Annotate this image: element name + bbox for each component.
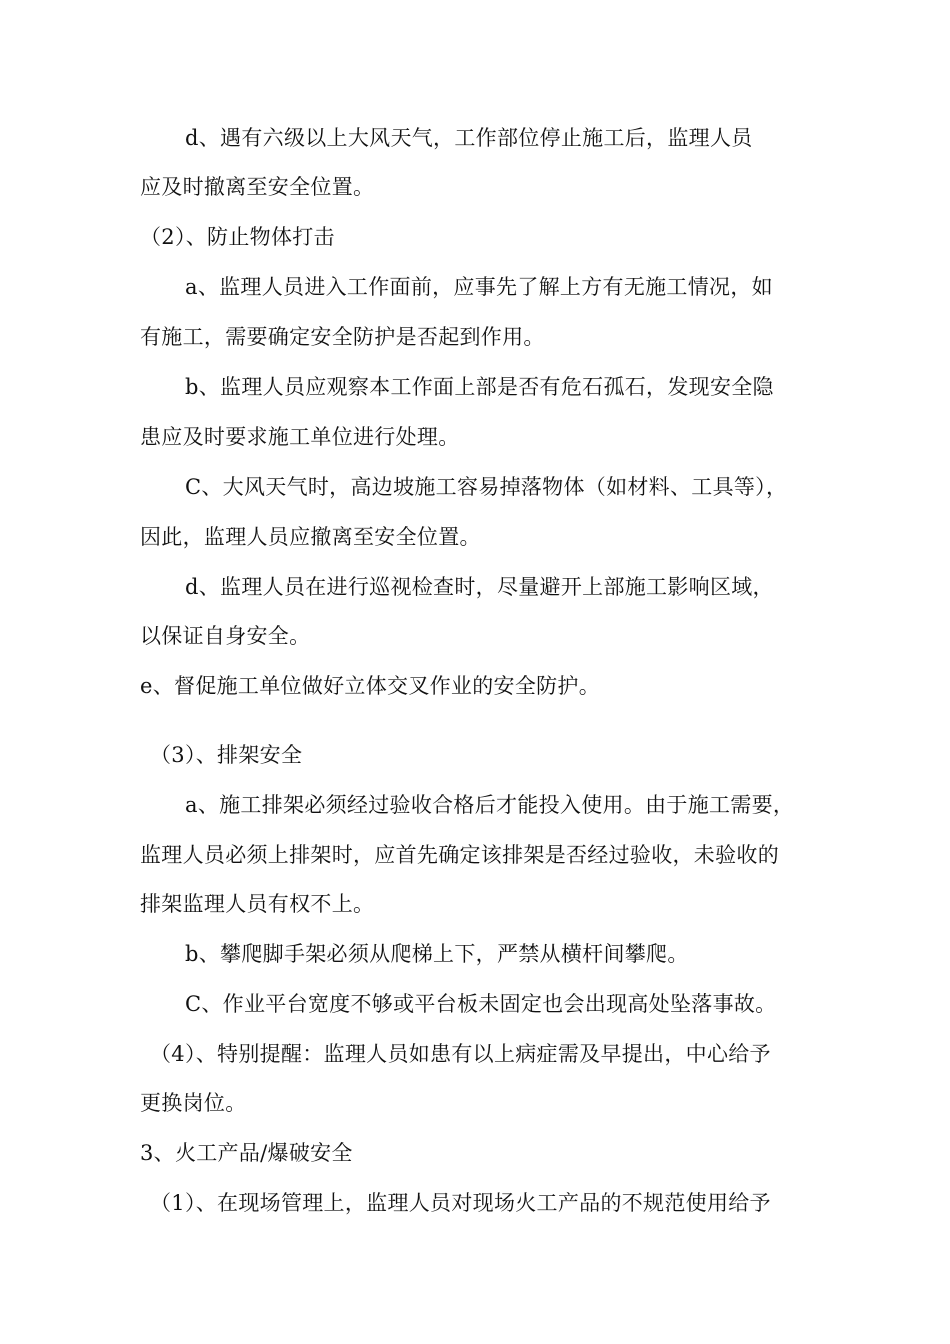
- paragraph-line: 患应及时要求施工单位进行处理。: [140, 425, 460, 449]
- paragraph-line: a、施工排架必须经过验收合格后才能投入使用。由于施工需要，: [185, 793, 795, 817]
- paragraph-line: 有施工，需要确定安全防护是否起到作用。: [140, 325, 545, 349]
- section-heading: （4）、特别提醒：监理人员如患有以上病症需及早提出，中心给予: [150, 1042, 771, 1066]
- paragraph-line: C、大风天气时，高边坡施工容易掉落物体（如材料、工具等），: [185, 475, 788, 499]
- paragraph-line: C、作业平台宽度不够或平台板未固定也会出现高处坠落事故。: [185, 992, 777, 1016]
- paragraph-line: 监理人员必须上排架时，应首先确定该排架是否经过验收，未验收的: [140, 843, 779, 867]
- paragraph-line: 应及时撤离至安全位置。: [140, 175, 375, 199]
- paragraph-line: e、督促施工单位做好立体交叉作业的安全防护。: [140, 674, 601, 698]
- paragraph-line: b、监理人员应观察本工作面上部是否有危石孤石，发现安全隐: [185, 375, 774, 399]
- paragraph-line: 排架监理人员有权不上。: [140, 892, 375, 916]
- section-heading: 3、火工产品/爆破安全: [140, 1141, 353, 1165]
- paragraph-line: 因此，监理人员应撤离至安全位置。: [140, 525, 481, 549]
- section-heading: （2）、防止物体打击: [140, 225, 335, 249]
- paragraph-line: 更换岗位。: [140, 1091, 247, 1115]
- paragraph-line: b、攀爬脚手架必须从爬梯上下，严禁从横杆间攀爬。: [185, 942, 689, 966]
- section-heading: （3）、排架安全: [150, 743, 303, 767]
- paragraph-line: a、监理人员进入工作面前，应事先了解上方有无施工情况，如: [185, 275, 773, 299]
- paragraph-line: 以保证自身安全。: [140, 624, 311, 648]
- paragraph-line: d、监理人员在进行巡视检查时，尽量避开上部施工影响区域，: [185, 575, 774, 599]
- paragraph-line: d、遇有六级以上大风天气，工作部位停止施工后，监理人员: [185, 126, 753, 150]
- paragraph-line: （1）、在现场管理上，监理人员对现场火工产品的不规范使用给予: [150, 1191, 771, 1215]
